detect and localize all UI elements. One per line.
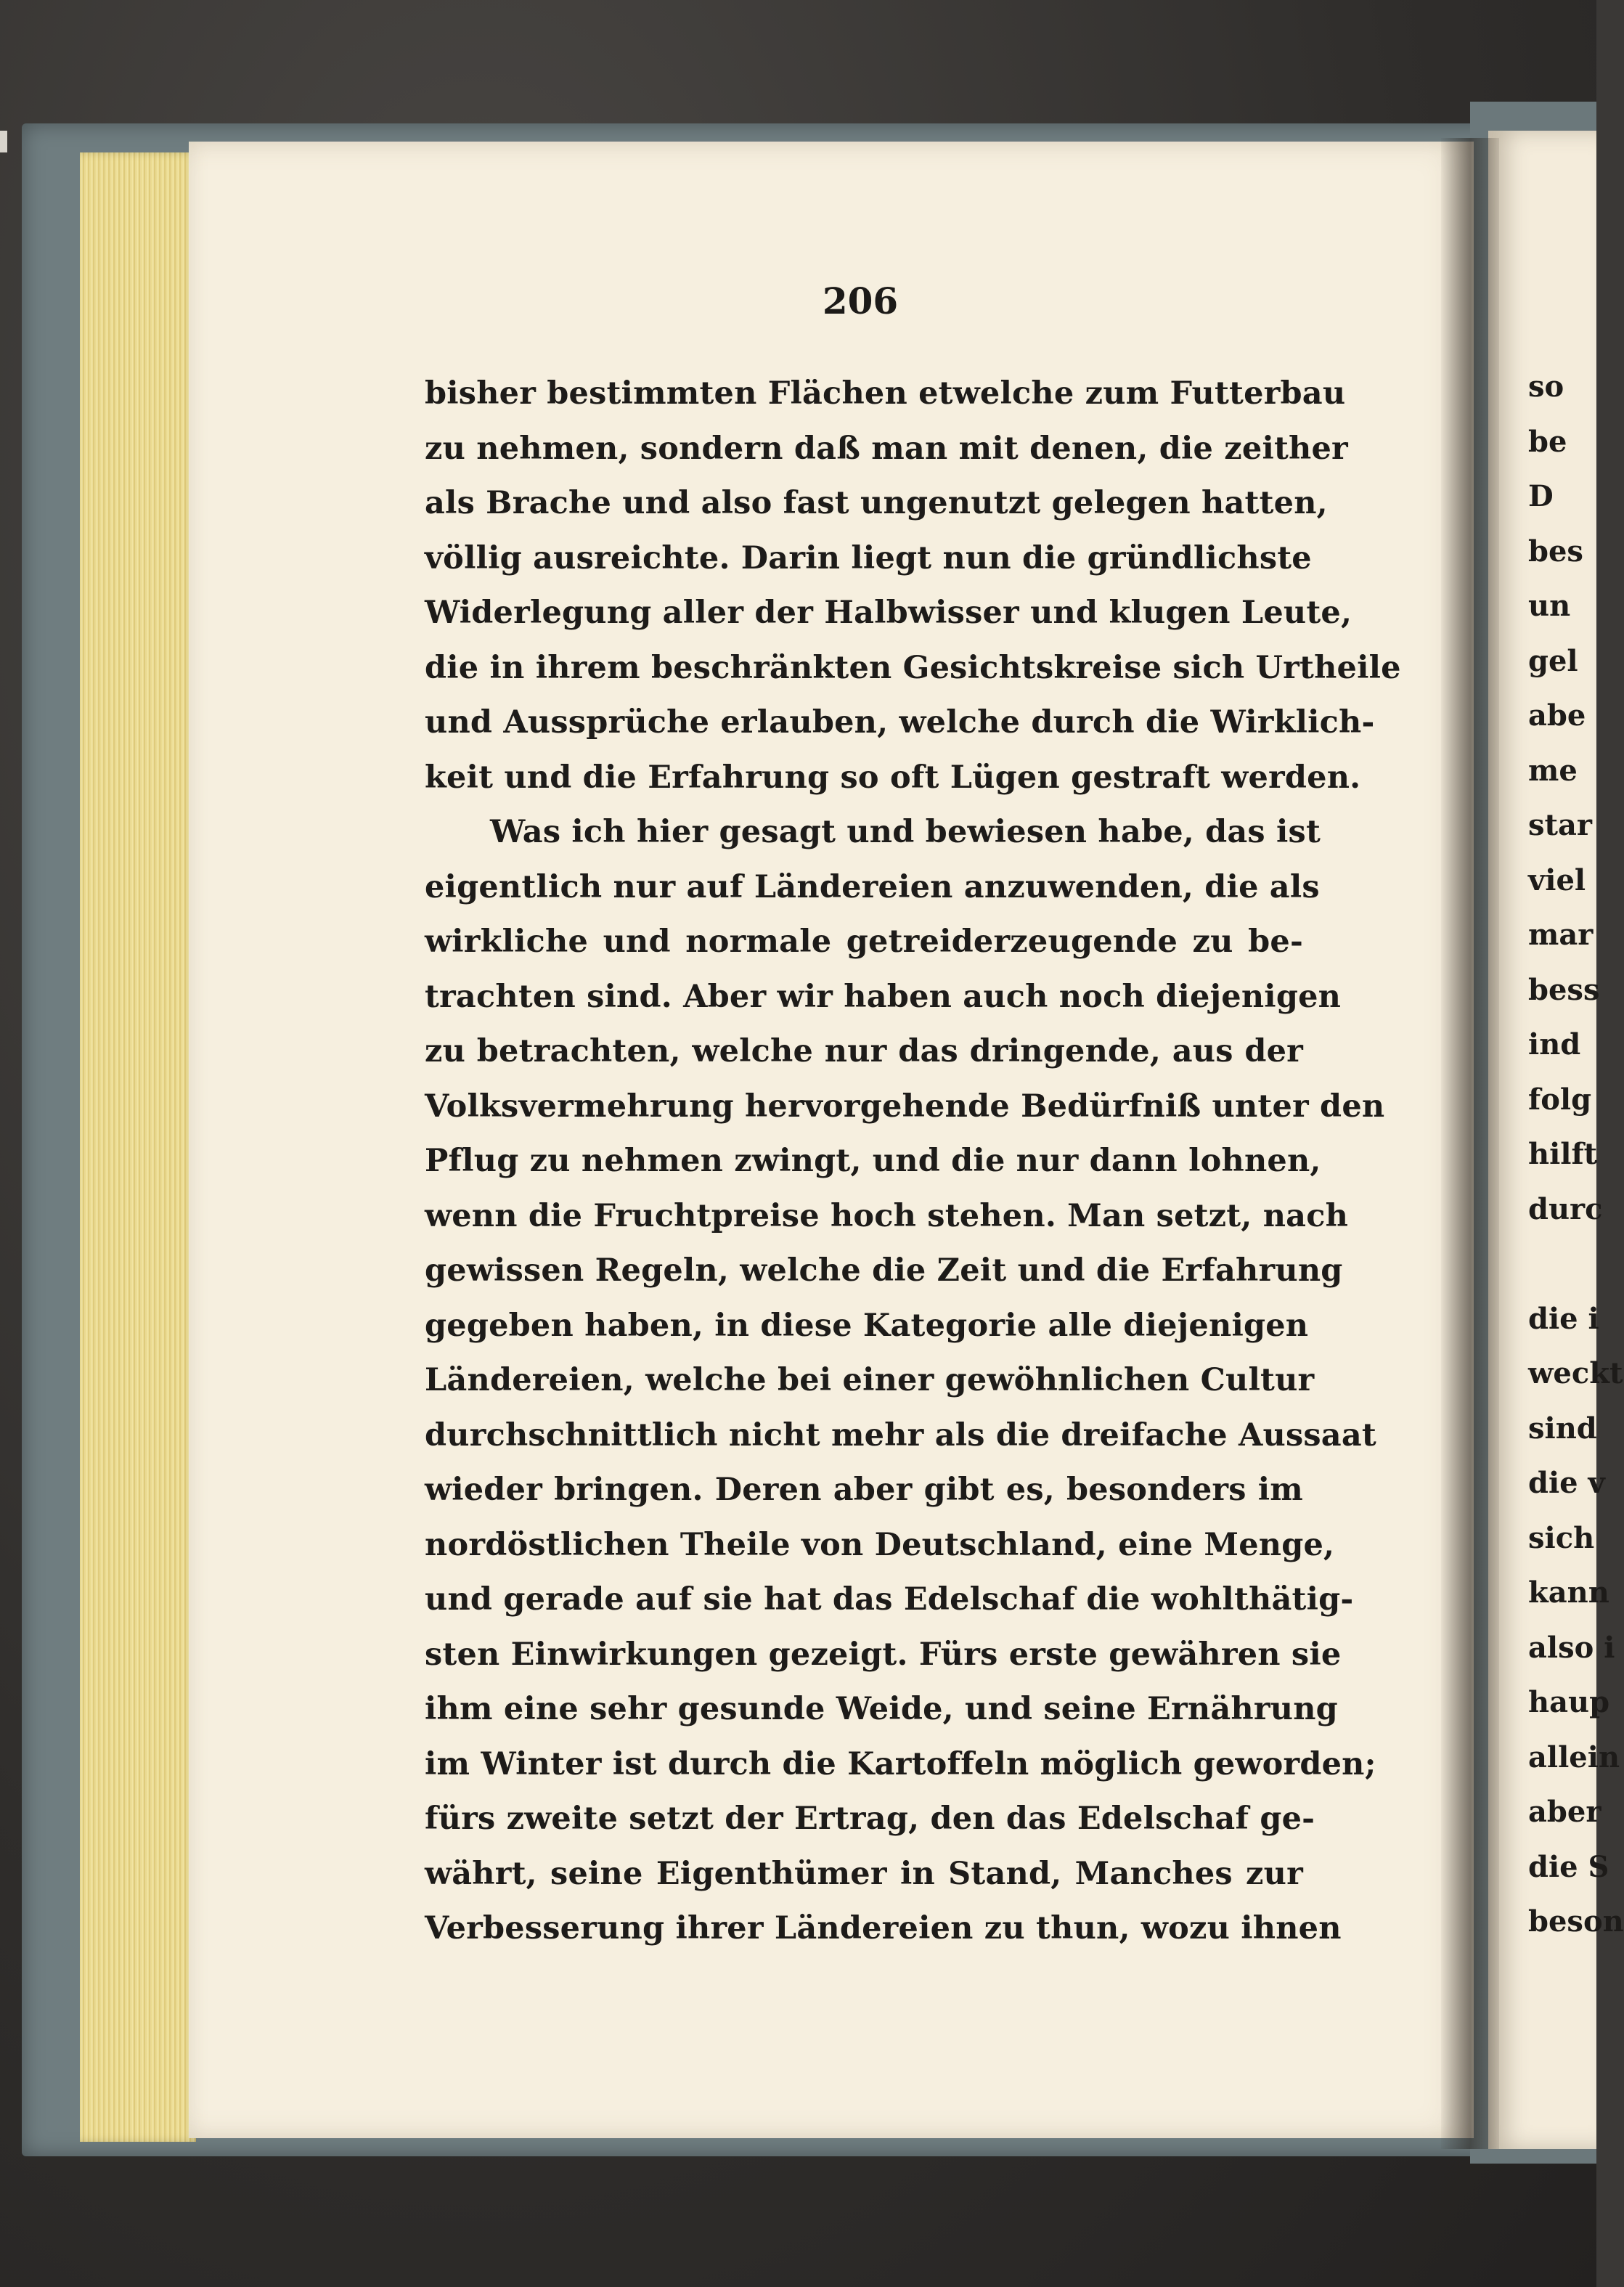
facing-text-fragment: weckt bbox=[1528, 1356, 1623, 1390]
text-line: gegeben haben, in diese Kategorie alle diejenigen bbox=[425, 1307, 1309, 1344]
text-line: ihm eine sehr gesunde Weide, und seine Ernährung bbox=[425, 1691, 1338, 1727]
facing-text-fragment: sich bbox=[1528, 1520, 1595, 1555]
facing-text-fragment: folg bbox=[1528, 1082, 1592, 1117]
facing-text-fragment: be bbox=[1528, 424, 1567, 459]
text-line: nordöstlichen Theile von Deutschland, eine Menge, bbox=[425, 1526, 1335, 1563]
facing-text-fragment: die v bbox=[1528, 1466, 1605, 1500]
facing-text-fragment: die i bbox=[1528, 1301, 1599, 1336]
text-line: als Brache und also fast ungenutzt gelegen hatten, bbox=[425, 485, 1328, 521]
paragraph-start-line: Was ich hier gesagt und bewiesen habe, das ist bbox=[490, 814, 1321, 850]
text-line: Volksvermehrung hervorgehende Bedürfniß unter den bbox=[425, 1088, 1385, 1125]
text-line: bisher bestimmten Flächen etwelche zum Futterbau bbox=[425, 375, 1346, 412]
facing-text-fragment: abe bbox=[1528, 698, 1586, 733]
bookmark-tab bbox=[0, 131, 7, 152]
text-line: trachten sind. Aber wir haben auch noch diejenigen bbox=[425, 978, 1342, 1015]
facing-text-fragment: die S bbox=[1528, 1849, 1609, 1884]
facing-page-text bbox=[1528, 359, 1624, 1949]
text-line: währt, seine Eigenthümer in Stand, Manches zur bbox=[425, 1855, 1303, 1892]
text-line: fürs zweite setzt der Ertrag, den das Edelschaf ge- bbox=[425, 1801, 1315, 1837]
text-line: eigentlich nur auf Ländereien anzuwenden, die als bbox=[425, 868, 1320, 905]
facing-text-fragment: sind bbox=[1528, 1411, 1597, 1446]
text-line: und gerade auf sie hat das Edelschaf die wohlthätig- bbox=[425, 1581, 1354, 1618]
page-number: 206 bbox=[822, 280, 899, 322]
facing-text-fragment: durc bbox=[1528, 1191, 1603, 1226]
facing-text-fragment: ind bbox=[1528, 1027, 1581, 1061]
text-line: Widerlegung aller der Halbwisser und klugen Leute, bbox=[425, 595, 1352, 631]
text-line: Verbesserung ihrer Ländereien zu thun, wozu ihnen bbox=[425, 1910, 1342, 1946]
facing-text-fragment: D bbox=[1528, 479, 1554, 513]
text-line: wenn die Fruchtpreise hoch stehen. Man setzt, nach bbox=[425, 1197, 1349, 1234]
facing-text-fragment: bess bbox=[1528, 972, 1600, 1007]
facing-text-fragment: also i bbox=[1528, 1630, 1615, 1665]
facing-text-fragment: so bbox=[1528, 370, 1564, 404]
facing-text-fragment: mar bbox=[1528, 918, 1594, 952]
facing-text-fragment: haup bbox=[1528, 1685, 1610, 1719]
text-line: im Winter ist durch die Kartoffeln möglich geworden; bbox=[425, 1745, 1376, 1782]
facing-text-fragment: un bbox=[1528, 589, 1571, 623]
facing-text-fragment: hilft bbox=[1528, 1137, 1598, 1171]
facing-text-fragment: kann bbox=[1528, 1575, 1609, 1610]
text-line: zu betrachten, welche nur das dringende, aus der bbox=[425, 1033, 1303, 1069]
facing-text-fragment: beson bbox=[1528, 1904, 1624, 1939]
facing-text-fragment: bes bbox=[1528, 534, 1583, 568]
facing-text-fragment: aber bbox=[1528, 1795, 1601, 1829]
text-line: sten Einwirkungen gezeigt. Fürs erste gewähren sie bbox=[425, 1636, 1342, 1673]
text-line: keit und die Erfahrung so oft Lügen gestraft werden. bbox=[425, 759, 1361, 796]
book-gutter bbox=[1441, 138, 1499, 2149]
facing-text-fragment: viel bbox=[1528, 863, 1586, 897]
text-line: die in ihrem beschränkten Gesichtskreise sich Urtheile bbox=[425, 649, 1401, 686]
facing-text-fragment bbox=[1528, 1236, 1596, 1292]
gilt-page-edges bbox=[80, 152, 196, 2142]
text-line: Pflug zu nehmen zwingt, und die nur dann lohnen, bbox=[425, 1143, 1321, 1179]
body-text bbox=[425, 367, 1401, 1957]
text-line: völlig ausreichte. Darin liegt nun die gründlichste bbox=[425, 539, 1312, 576]
text-line: wieder bringen. Deren aber gibt es, besonders im bbox=[425, 1472, 1303, 1508]
facing-text-fragment: allein bbox=[1528, 1740, 1620, 1774]
facing-text-fragment: gel bbox=[1528, 643, 1578, 678]
text-line: wirkliche und normale getreiderzeugende zu be- bbox=[425, 924, 1303, 960]
text-line: gewissen Regeln, welche die Zeit und die Erfahrung bbox=[425, 1252, 1343, 1289]
facing-text-fragment: me bbox=[1528, 753, 1578, 788]
text-line: und Aussprüche erlauben, welche durch die Wirklich- bbox=[425, 704, 1375, 741]
facing-text-fragment: star bbox=[1528, 808, 1592, 842]
text-line: zu nehmen, sondern daß man mit denen, die zeither bbox=[425, 430, 1348, 467]
text-line: Ländereien, welche bei einer gewöhnlichen Cultur bbox=[425, 1362, 1315, 1398]
text-line: durchschnittlich nicht mehr als die dreifache Aussaat bbox=[425, 1416, 1376, 1454]
